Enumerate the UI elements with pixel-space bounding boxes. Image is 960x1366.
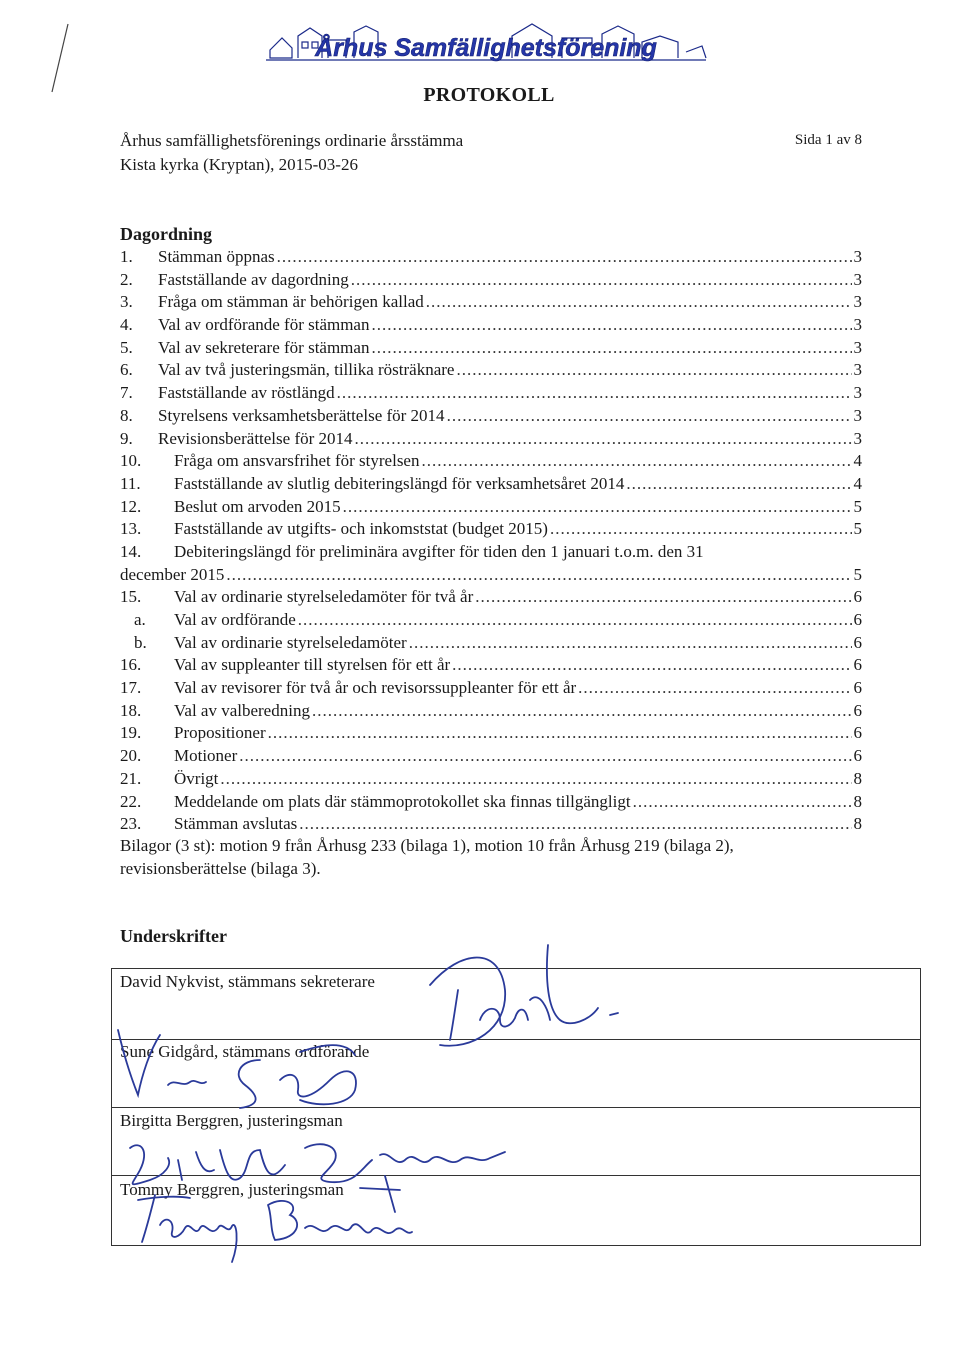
agenda-item	[120, 292, 862, 315]
agenda-item	[120, 723, 862, 746]
agenda-item-text: Val av ordinarie styrelseledamöter för två år	[174, 587, 474, 607]
leader-dots	[371, 338, 851, 358]
agenda-item-text-continued: december 2015	[120, 564, 225, 584]
meeting-location-date: Kista kyrka (Kryptan), 2015-03-26	[120, 155, 358, 174]
agenda-item	[120, 247, 862, 270]
agenda-item-number: 15.	[120, 587, 142, 607]
agenda-item	[120, 746, 862, 769]
agenda-item	[120, 429, 862, 452]
leader-dots	[426, 292, 852, 312]
agenda-item	[120, 655, 862, 678]
signature-label-adjuster-2: Tommy Berggren, justeringsman	[120, 1180, 344, 1199]
leader-dots	[550, 519, 852, 539]
agenda-item-text: Fastställande av slutlig debiteringslängd för verksamhetsåret 2014	[174, 473, 625, 493]
agenda-item-number: 12.	[120, 496, 142, 516]
agenda-heading: Dagordning	[120, 224, 213, 244]
agenda-item-page: 4	[853, 473, 862, 493]
agenda-item	[120, 587, 862, 610]
agenda-item-number: 9.	[120, 428, 133, 448]
agenda-item-page: 6	[853, 632, 862, 652]
agenda-item-text: Val av två justeringsmän, tillika rösträknare	[158, 360, 455, 380]
agenda-item-number: a.	[134, 610, 146, 629]
agenda-item-text: Val av valberedning	[174, 700, 310, 720]
agenda-item-number: 17.	[120, 678, 142, 698]
agenda-item	[120, 678, 862, 701]
signature-label-adjuster-1: Birgitta Berggren, justeringsman	[120, 1111, 343, 1130]
agenda-item	[120, 519, 862, 542]
agenda-item	[120, 338, 862, 361]
signature-divider	[111, 1107, 921, 1108]
agenda-item-number: 1.	[120, 247, 133, 266]
agenda-item-text: Val av ordinarie styrelseledamöter	[174, 632, 407, 652]
agenda-item	[120, 701, 862, 724]
agenda-item-text: Fastställande av dagordning	[158, 269, 349, 289]
attachments-note: Bilagor (3 st): motion 9 från Århusg 233 (bilaga 1), motion 10 från Århusg 219 (bilaga 2), revisionsberättelse (bilaga 3).	[120, 836, 734, 878]
agenda-item	[120, 633, 862, 656]
meeting-title: Århus samfällighetsförenings ordinarie årsstämma	[120, 131, 464, 150]
agenda-item	[120, 360, 862, 383]
agenda-item-page: 6	[853, 587, 862, 607]
agenda-item-page: 8	[853, 791, 862, 811]
agenda-item-page: 3	[853, 428, 862, 448]
agenda-item-text: Val av revisorer för två år och revisorssuppleanter för ett år	[174, 678, 577, 698]
agenda-item-text: Styrelsens verksamhetsberättelse för 2014	[158, 405, 445, 425]
agenda-item-page: 6	[853, 723, 862, 743]
agenda-item	[120, 474, 862, 497]
agenda-item-number: 13.	[120, 519, 142, 539]
leader-dots	[452, 655, 851, 675]
leader-dots	[351, 270, 852, 290]
agenda-item	[120, 497, 862, 520]
agenda-item-number: 8.	[120, 405, 133, 425]
agenda-item-text: Revisionsberättelse för 2014	[158, 428, 353, 448]
leader-dots	[299, 814, 851, 834]
agenda-item-text: Stämman avslutas	[174, 814, 298, 834]
leader-dots	[337, 383, 852, 403]
agenda-item-text: Beslut om arvoden 2015	[174, 496, 341, 516]
agenda-item-number: 6.	[120, 360, 133, 380]
agenda-item-page: 5	[853, 564, 862, 584]
agenda-item-page: 3	[853, 292, 862, 312]
agenda-item-text: Val av ordförande	[174, 610, 296, 629]
agenda-item-number: 14.	[120, 541, 142, 561]
agenda-item	[120, 406, 862, 429]
leader-dots	[456, 360, 851, 380]
agenda-item-text: Val av suppleanter till styrelsen för ett år	[174, 655, 451, 675]
agenda-item-page: 4	[853, 451, 862, 471]
agenda-item-page: 3	[853, 269, 862, 289]
agenda-item	[120, 315, 862, 338]
signature-label-chair: Sune Gidgård, stämmans ordförande	[120, 1042, 370, 1061]
agenda-list	[120, 247, 862, 837]
leader-dots	[268, 723, 852, 743]
agenda-item-page: 3	[853, 247, 862, 266]
leader-dots	[298, 610, 852, 630]
leader-dots	[220, 769, 851, 789]
agenda-item-number: 3.	[120, 292, 133, 312]
leader-dots	[447, 406, 852, 426]
agenda-item-text: Fråga om stämman är behörigen kallad	[158, 292, 424, 312]
signature-divider	[111, 1175, 921, 1176]
agenda-item	[120, 270, 862, 293]
agenda-item-text: Övrigt	[174, 768, 219, 788]
page-number: Sida 1 av 8	[794, 132, 862, 148]
agenda-item-page: 3	[853, 315, 862, 335]
agenda-item-number: 19.	[120, 723, 142, 743]
agenda-item-page: 5	[853, 496, 862, 516]
leader-dots	[633, 792, 852, 812]
agenda-item-number: 2.	[120, 269, 133, 289]
agenda-item	[120, 451, 862, 474]
association-logo	[262, 18, 710, 64]
leader-dots	[475, 587, 851, 607]
agenda-item-page: 6	[853, 746, 862, 766]
agenda-item-number: b.	[134, 632, 147, 652]
agenda-item-page: 8	[853, 768, 862, 788]
agenda-item-number: 23.	[120, 814, 142, 834]
signature-divider	[111, 1039, 921, 1040]
agenda-item-page: 6	[853, 655, 862, 675]
signatures-heading: Underskrifter	[120, 926, 227, 946]
agenda-item-page: 6	[853, 610, 862, 629]
logo-wordmark: Århus Samfällighetsförening	[315, 34, 657, 62]
leader-dots	[226, 565, 851, 585]
agenda-item-page: 3	[853, 405, 862, 425]
leader-dots	[343, 497, 852, 517]
agenda-item-number: 7.	[120, 383, 133, 403]
agenda-item-page: 3	[853, 360, 862, 380]
agenda-item	[120, 383, 862, 406]
agenda-item-text: Stämman öppnas	[158, 247, 275, 266]
agenda-item	[120, 542, 862, 565]
agenda-item-page: 8	[853, 814, 862, 834]
agenda-item-continuation	[120, 565, 862, 588]
agenda-item-text: Debiteringslängd för preliminära avgifter för tiden den 1 januari t.o.m. den 31	[174, 541, 704, 561]
agenda-item-text: Meddelande om plats där stämmoprotokollet ska finnas tillgängligt	[174, 791, 631, 811]
agenda-item-text: Val av sekreterare för stämman	[158, 337, 370, 357]
agenda-item-number: 21.	[120, 768, 142, 788]
agenda-item-number: 10.	[120, 451, 142, 471]
agenda-item-text: Propositioner	[174, 723, 266, 743]
leader-dots	[239, 746, 851, 766]
leader-dots	[409, 633, 852, 653]
leader-dots	[626, 474, 851, 494]
agenda-item-text: Fastställande av röstlängd	[158, 383, 335, 403]
agenda-item-text: Fråga om ansvarsfrihet för styrelsen	[174, 451, 420, 471]
agenda-item	[120, 792, 862, 815]
agenda-item-page: 3	[853, 337, 862, 357]
leader-dots	[578, 678, 851, 698]
agenda-item-page: 6	[853, 700, 862, 720]
agenda-item-text: Fastställande av utgifts- och inkomststat (budget 2015)	[174, 519, 548, 539]
agenda-item-number: 4.	[120, 315, 133, 335]
agenda-item	[120, 610, 862, 633]
document-title: PROTOKOLL	[423, 84, 555, 106]
leader-dots	[355, 429, 852, 449]
agenda-item-page: 6	[853, 678, 862, 698]
leader-dots	[277, 247, 852, 267]
agenda-item-number: 18.	[120, 700, 142, 720]
agenda-item	[120, 769, 862, 792]
agenda-item-number: 22.	[120, 791, 142, 811]
agenda-item-text: Val av ordförande för stämman	[158, 315, 370, 335]
leader-dots	[421, 451, 851, 471]
agenda-item-number: 16.	[120, 655, 142, 675]
agenda-item-page: 5	[853, 519, 862, 539]
signature-label-secretary: David Nykvist, stämmans sekreterare	[120, 972, 375, 991]
leader-dots	[312, 701, 852, 721]
agenda-item-page: 3	[853, 383, 862, 403]
agenda-item-number: 20.	[120, 746, 142, 766]
agenda-item-text: Motioner	[174, 746, 238, 766]
agenda-item-number: 5.	[120, 337, 133, 357]
agenda-item-number: 11.	[120, 473, 141, 493]
leader-dots	[371, 315, 851, 335]
